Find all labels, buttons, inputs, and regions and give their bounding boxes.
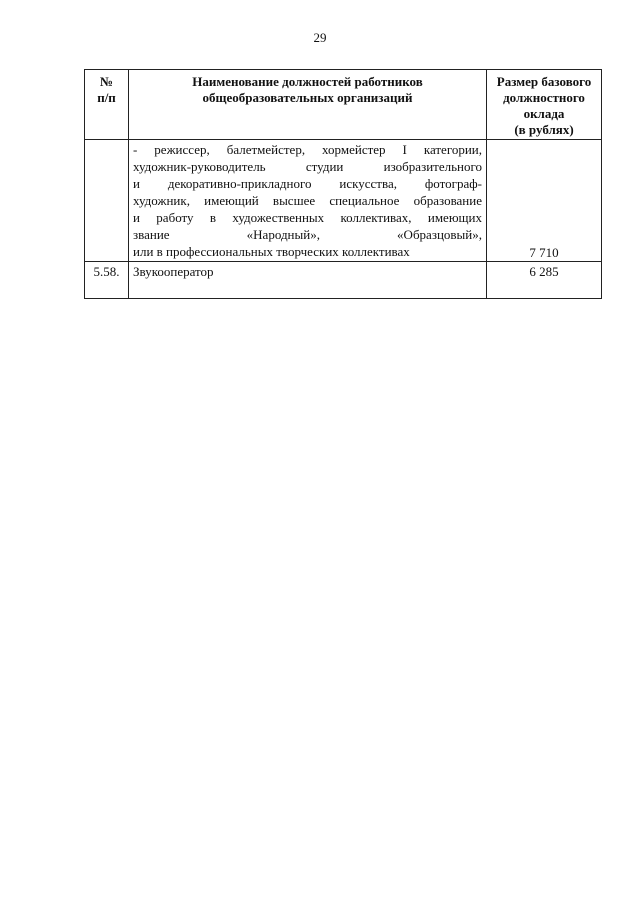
header-position-line: Наименование должностей работников <box>192 74 423 89</box>
row-number <box>85 140 129 262</box>
page-number: 29 <box>313 30 327 45</box>
table-row <box>85 140 602 262</box>
header-base-salary <box>487 70 602 140</box>
header-salary-line: должностного <box>503 90 585 105</box>
table-header-row <box>85 70 602 140</box>
header-number-line: № <box>99 74 114 89</box>
position-text-line: и декоративно-прикладного искусства, фотограф- <box>133 176 482 191</box>
header-number-line: п/п <box>97 90 116 105</box>
position-text-line: звание «Народный», «Образцовый», <box>133 227 482 242</box>
row-salary: 7 710 <box>487 140 602 262</box>
salary-table <box>84 69 602 299</box>
position-text-line: художник-руководитель студии изобразительного <box>133 159 482 174</box>
row-number: 5.58. <box>85 262 129 299</box>
row-position-name <box>129 140 487 262</box>
row-position-name: Звукооператор <box>129 262 487 299</box>
header-position-line: общеобразовательных организаций <box>202 90 413 105</box>
position-text-line: или в профессиональных творческих коллективах <box>133 244 410 259</box>
position-text-line: художник, имеющий высшее специальное образование <box>133 193 482 208</box>
table-row <box>85 262 602 299</box>
position-text-line: - режиссер, балетмейстер, хормейстер I категории, <box>133 142 482 157</box>
header-salary-line: оклада <box>523 106 565 121</box>
row-salary: 6 285 <box>487 262 602 299</box>
header-number <box>85 70 129 140</box>
position-text-line: и работу в художественных коллективах, имеющих <box>133 210 482 225</box>
header-position-name <box>129 70 487 140</box>
header-salary-line: (в рублях) <box>514 122 574 137</box>
header-salary-line: Размер базового <box>496 74 592 89</box>
